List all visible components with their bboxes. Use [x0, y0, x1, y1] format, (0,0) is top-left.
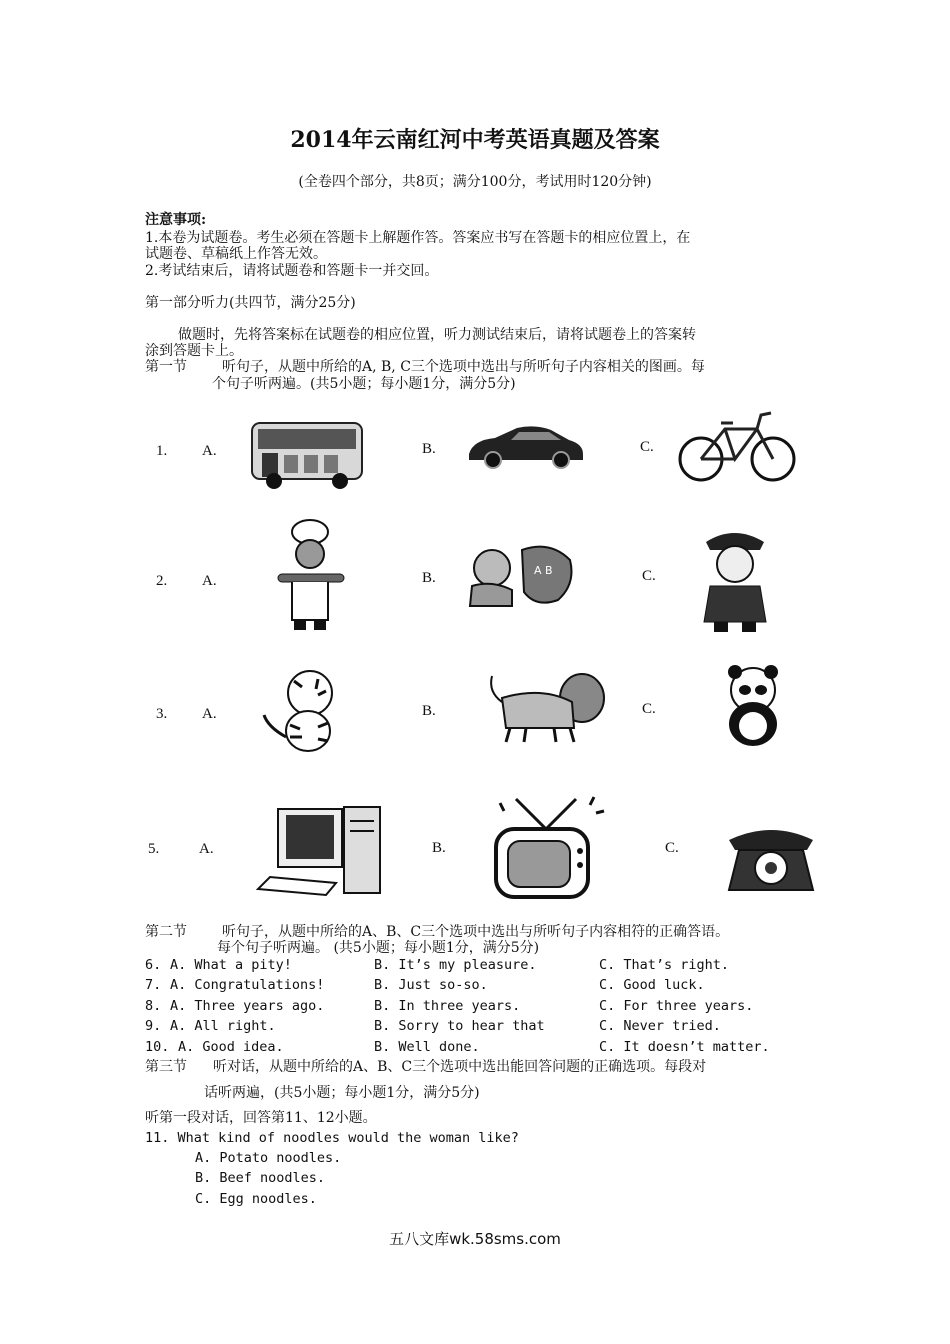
q5-option-c: C. [665, 840, 679, 856]
car-icon [465, 420, 587, 470]
q7-option-b: B. Just so-so. [374, 977, 488, 993]
notes-line-1a: 1.本卷为试题卷。考生必须在答题卡上解题作答。答案应书写在答题卡的相应位置上，在 [145, 230, 691, 246]
q5-number: 5. [148, 841, 160, 857]
q10-option-b: B. Well done. [374, 1039, 480, 1055]
section2-text-b: 每个句子听两遍。 (共5小题；每小题1分，满分5分) [217, 940, 540, 956]
chef-icon [270, 518, 352, 634]
footer-watermark: 五八文库wk.58sms.com [389, 1230, 561, 1248]
q5-option-b: B. [432, 840, 446, 856]
bus-icon [248, 415, 368, 491]
q7-number: 7. [145, 977, 162, 993]
section1-label: 第一节 [145, 359, 187, 375]
page-subtitle: (全卷四个部分，共8页；满分100分，考试用时120分钟) [298, 174, 652, 190]
q8-number: 8. [145, 998, 162, 1014]
section1-text-b: 个句子听两遍。(共5小题；每小题1分，满分5分) [212, 376, 516, 392]
q6-option-b: B. It’s my pleasure. [374, 957, 537, 973]
q7-option-c: C. Good luck. [599, 977, 705, 993]
q3-option-c: C. [642, 701, 656, 717]
q6-option-c: C. That’s right. [599, 957, 730, 973]
q2-number: 2. [156, 573, 168, 589]
q11-option-a: A. Potato noodles. [195, 1150, 342, 1166]
tiger-icon [260, 667, 344, 757]
q1-option-c: C. [640, 439, 654, 455]
computer-icon [256, 805, 386, 901]
telephone-icon [723, 824, 819, 894]
q3-option-a: A. [202, 706, 217, 722]
section2-text-a: 听句子，从题中所给的A、B、C三个选项中选出与所听句子内容相符的正确答语。 [222, 924, 730, 940]
svg-text:A B: A B [534, 564, 553, 577]
q6-option-a: A. What a pity! [170, 957, 292, 973]
q7-option-a: A. Congratulations! [170, 977, 325, 993]
policeman-icon [696, 522, 774, 634]
tv-icon [490, 795, 606, 901]
q5-option-a: A. [199, 841, 214, 857]
q8-option-c: C. For three years. [599, 998, 754, 1014]
q10-option-c: C. It doesn’t matter. [599, 1039, 770, 1055]
q3-number: 3. [156, 706, 168, 722]
section2-label: 第二节 [145, 924, 187, 940]
q1-option-a: A. [202, 443, 217, 459]
boy-reading-icon [462, 540, 576, 610]
q11-stem: 11. What kind of noodles would the woman like? [145, 1130, 519, 1146]
q2-option-a: A. [202, 573, 217, 589]
q1-option-b: B. [422, 441, 436, 457]
q1-number: 1. [156, 443, 168, 459]
lion-icon [482, 668, 612, 748]
bicycle-icon [677, 405, 797, 485]
q9-number: 9. [145, 1018, 162, 1034]
q8-option-b: B. In three years. [374, 998, 521, 1014]
q11-option-c: C. Egg noodles. [195, 1191, 317, 1207]
q2-option-c: C. [642, 568, 656, 584]
notes-line-1b: 试题卷、草稿纸上作答无效。 [145, 246, 327, 262]
panda-icon [715, 664, 793, 750]
q9-option-b: B. Sorry to hear that [374, 1018, 545, 1034]
q2-option-b: B. [422, 570, 436, 586]
q6-number: 6. [145, 957, 162, 973]
q10-option-a: A. Good idea. [178, 1039, 284, 1055]
q8-option-a: A. Three years ago. [170, 998, 325, 1014]
q3-option-b: B. [422, 703, 436, 719]
q10-number: 10. [145, 1039, 170, 1055]
page-title: 2014年云南红河中考英语真题及答案 [290, 127, 660, 153]
section3-text-b: 话听两遍，(共5小题；每小题1分，满分5分) [204, 1085, 480, 1101]
part1-intro-b: 涂到答题卡上。 [145, 343, 243, 359]
q9-option-a: A. All right. [170, 1018, 276, 1034]
section1-text-a: 听句子，从题中所给的A, B, C三个选项中选出与所听句子内容相关的图画。每 [222, 359, 705, 375]
dialog1-instruction: 听第一段对话，回答第11、12小题。 [145, 1110, 377, 1126]
q11-option-b: B. Beef noodles. [195, 1170, 326, 1186]
section3-label: 第三节 [145, 1059, 187, 1075]
section3-text-a: 听对话，从题中所给的A、B、C三个选项中选出能回答问题的正确选项。每段对 [213, 1059, 707, 1075]
q9-option-c: C. Never tried. [599, 1018, 721, 1034]
part1-heading: 第一部分听力(共四节，满分25分) [145, 295, 356, 311]
notes-line-2: 2.考试结束后，请将试题卷和答题卡一并交回。 [145, 263, 439, 279]
notes-heading: 注意事项: [145, 212, 207, 228]
part1-intro-a: 做题时，先将答案标在试题卷的相应位置，听力测试结束后，请将试题卷上的答案转 [178, 327, 696, 343]
